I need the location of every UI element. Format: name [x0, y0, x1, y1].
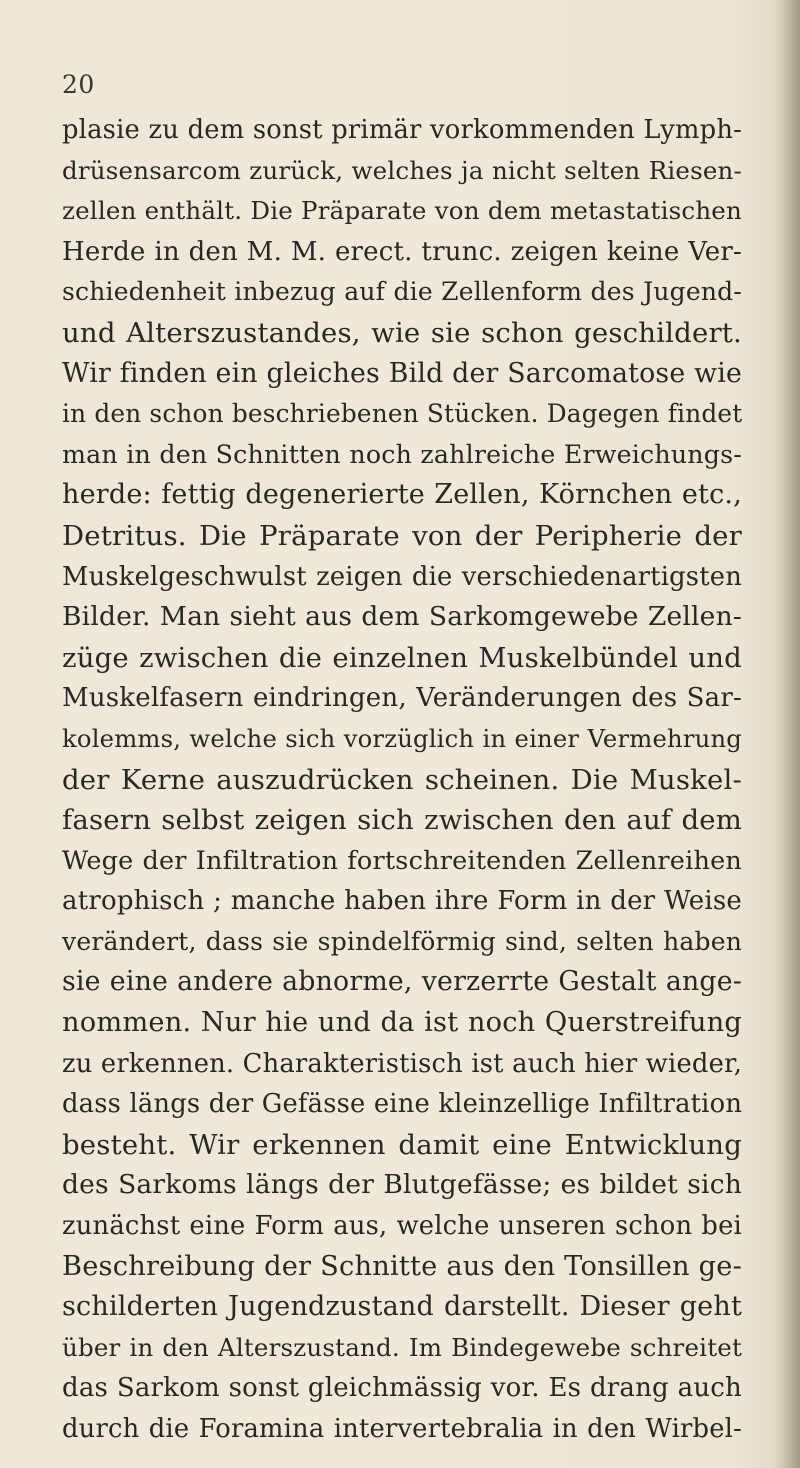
text-line-27: des Sarkoms längs der Blutgefässe; es bildet sich: [62, 1169, 742, 1201]
text-line-8: in den schon beschriebenen Stücken. Dagegen findet: [62, 399, 743, 429]
text-line-21: verändert, dass sie spindelförmig sind, selten haben: [62, 926, 742, 956]
text-line-11: Detritus. Die Präparate von der Peripherie der: [62, 519, 742, 552]
text-line-32: das Sarkom sonst gleichmässig vor. Es drang auch: [62, 1373, 742, 1404]
text-line-16: kolemms, welche sich vorzüglich in einer Vermehrung: [62, 723, 742, 753]
page-number: 20: [62, 70, 95, 99]
text-line-20: atrophisch ; manche haben ihre Form in der Weise: [62, 886, 742, 917]
text-line-18: fasern selbst zeigen sich zwischen den auf dem: [62, 804, 742, 837]
text-line-28: zunächst eine Form aus, welche unseren schon bei: [62, 1211, 742, 1242]
body-text: [62, 110, 742, 1450]
page-edge-shadow: [774, 0, 800, 1468]
text-line-31: über in den Alterszustand. Im Bindegewebe schreitet: [62, 1332, 742, 1362]
text-line-30: schilderten Jugendzustand darstellt. Dieser geht: [62, 1291, 742, 1323]
text-line-1: plasie zu dem sonst primär vorkommenden Lymph-: [62, 115, 742, 145]
text-line-5: schiedenheit inbezug auf die Zellenform des Jugend-: [62, 277, 742, 307]
text-line-10: herde: fettig degenerierte Zellen, Körnchen etc.,: [62, 479, 742, 511]
text-line-14: züge zwischen die einzelnen Muskelbündel und: [62, 641, 742, 674]
text-line-15: Muskelfasern eindringen, Veränderungen des Sar-: [62, 683, 742, 714]
text-line-9: man in den Schnitten noch zahlreiche Erweichungs-: [62, 439, 742, 469]
text-line-22: sie eine andere abnorme, verzerrte Gestalt ange-: [62, 966, 742, 998]
text-line-6: und Alterszustandes, wie sie schon geschildert.: [62, 316, 742, 349]
text-line-13: Bilder. Man sieht aus dem Sarkomgewebe Zellen-: [62, 601, 742, 633]
text-line-23: nommen. Nur hie und da ist noch Querstreifung: [62, 1007, 742, 1039]
text-line-12: Muskelgeschwulst zeigen die verschiedenartigsten: [62, 561, 742, 592]
text-line-2: drüsensarcom zurück, welches ja nicht selten Riesen-: [62, 155, 742, 185]
text-line-7: Wir finden ein gleiches Bild der Sarcomatose wie: [62, 357, 742, 389]
text-line-29: Beschreibung der Schnitte aus den Tonsillen ge-: [62, 1250, 743, 1282]
text-line-4: Herde in den M. M. erect. trunc. zeigen keine Ver-: [62, 236, 742, 267]
text-line-24: zu erkennen. Charakteristisch ist auch hier wieder,: [62, 1048, 743, 1079]
text-line-19: Wege der Infiltration fortschreitenden Zellenreihen: [62, 845, 742, 876]
text-line-33: durch die Foramina intervertebralia in den Wirbel-: [62, 1414, 742, 1444]
text-line-26: besteht. Wir erkennen damit eine Entwicklung: [62, 1128, 742, 1161]
text-line-25: dass längs der Gefässe eine kleinzellige Infiltration: [62, 1089, 743, 1120]
text-line-3: zellen enthält. Die Präparate von dem metastatischen: [62, 196, 742, 226]
text-line-17: der Kerne auszudrücken scheinen. Die Muskel-: [62, 763, 742, 796]
